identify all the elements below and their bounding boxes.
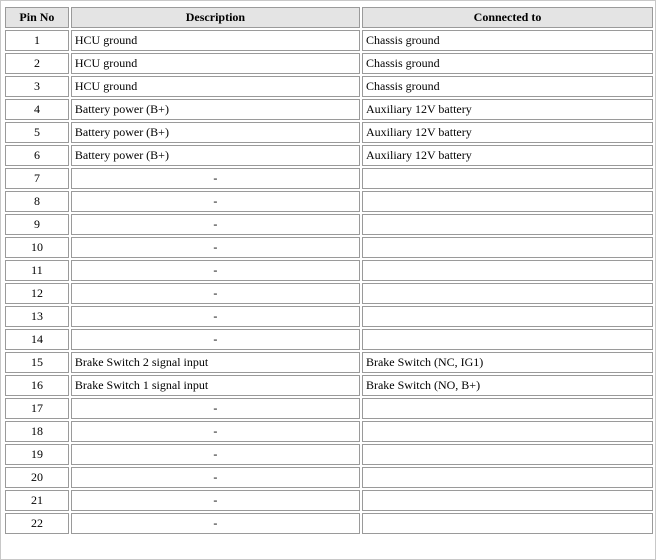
table-row <box>5 329 653 350</box>
description-cell: - <box>71 513 360 534</box>
connected-to-cell: Auxiliary 12V battery <box>362 122 653 143</box>
table-row <box>5 421 653 442</box>
table-row <box>5 283 653 304</box>
table-row <box>5 260 653 281</box>
connected-to-cell <box>362 168 653 189</box>
pin-number-cell: 2 <box>5 53 69 74</box>
pin-number-cell: 12 <box>5 283 69 304</box>
pin-table <box>3 5 655 536</box>
pin-number-cell: 4 <box>5 99 69 120</box>
description-cell: - <box>71 329 360 350</box>
table-row <box>5 513 653 534</box>
description-cell: - <box>71 306 360 327</box>
pin-number-cell: 8 <box>5 191 69 212</box>
pin-number-cell: 19 <box>5 444 69 465</box>
pin-number-cell: 6 <box>5 145 69 166</box>
pin-number-cell: 17 <box>5 398 69 419</box>
pin-number-cell: 11 <box>5 260 69 281</box>
description-cell: Brake Switch 1 signal input <box>71 375 360 396</box>
table-row <box>5 168 653 189</box>
connected-to-cell <box>362 260 653 281</box>
description-cell: - <box>71 214 360 235</box>
description-cell: - <box>71 283 360 304</box>
table-body <box>5 30 653 534</box>
description-cell: - <box>71 237 360 258</box>
connected-to-cell <box>362 329 653 350</box>
description-cell: Battery power (B+) <box>71 99 360 120</box>
pin-number-cell: 21 <box>5 490 69 511</box>
connected-to-cell <box>362 237 653 258</box>
connected-to-cell: Auxiliary 12V battery <box>362 145 653 166</box>
table-row <box>5 30 653 51</box>
description-cell: - <box>71 421 360 442</box>
header-row <box>5 7 653 28</box>
header-connected-to: Connected to <box>362 7 653 28</box>
description-cell: - <box>71 490 360 511</box>
table-row <box>5 145 653 166</box>
connected-to-cell <box>362 191 653 212</box>
connected-to-cell <box>362 283 653 304</box>
connected-to-cell <box>362 421 653 442</box>
table-row <box>5 375 653 396</box>
pin-number-cell: 18 <box>5 421 69 442</box>
description-cell: HCU ground <box>71 30 360 51</box>
pin-number-cell: 14 <box>5 329 69 350</box>
table-row <box>5 352 653 373</box>
connected-to-cell <box>362 513 653 534</box>
pin-number-cell: 7 <box>5 168 69 189</box>
description-cell: - <box>71 191 360 212</box>
connected-to-cell: Brake Switch (NC, IG1) <box>362 352 653 373</box>
pin-number-cell: 10 <box>5 237 69 258</box>
table-row <box>5 306 653 327</box>
pin-number-cell: 22 <box>5 513 69 534</box>
pin-number-cell: 15 <box>5 352 69 373</box>
pin-number-cell: 3 <box>5 76 69 97</box>
table-row <box>5 444 653 465</box>
table-row <box>5 191 653 212</box>
connected-to-cell <box>362 398 653 419</box>
description-cell: - <box>71 398 360 419</box>
pin-number-cell: 5 <box>5 122 69 143</box>
description-cell: Brake Switch 2 signal input <box>71 352 360 373</box>
description-cell: Battery power (B+) <box>71 122 360 143</box>
connected-to-cell <box>362 490 653 511</box>
table-row <box>5 467 653 488</box>
connected-to-cell: Chassis ground <box>362 30 653 51</box>
table-row <box>5 214 653 235</box>
connected-to-cell <box>362 444 653 465</box>
table-row <box>5 490 653 511</box>
pin-number-cell: 16 <box>5 375 69 396</box>
table-row <box>5 122 653 143</box>
description-cell: Battery power (B+) <box>71 145 360 166</box>
connected-to-cell: Brake Switch (NO, B+) <box>362 375 653 396</box>
connected-to-cell <box>362 306 653 327</box>
table-row <box>5 99 653 120</box>
table-row <box>5 76 653 97</box>
header-pin-no: Pin No <box>5 7 69 28</box>
description-cell: - <box>71 168 360 189</box>
connected-to-cell <box>362 214 653 235</box>
description-cell: - <box>71 260 360 281</box>
connected-to-cell <box>362 467 653 488</box>
connected-to-cell: Chassis ground <box>362 76 653 97</box>
connected-to-cell: Chassis ground <box>362 53 653 74</box>
pin-number-cell: 1 <box>5 30 69 51</box>
pin-number-cell: 20 <box>5 467 69 488</box>
pin-number-cell: 9 <box>5 214 69 235</box>
description-cell: HCU ground <box>71 53 360 74</box>
table-row <box>5 237 653 258</box>
description-cell: HCU ground <box>71 76 360 97</box>
description-cell: - <box>71 444 360 465</box>
header-description: Description <box>71 7 360 28</box>
table-row <box>5 398 653 419</box>
pin-number-cell: 13 <box>5 306 69 327</box>
description-cell: - <box>71 467 360 488</box>
connected-to-cell: Auxiliary 12V battery <box>362 99 653 120</box>
table-row <box>5 53 653 74</box>
